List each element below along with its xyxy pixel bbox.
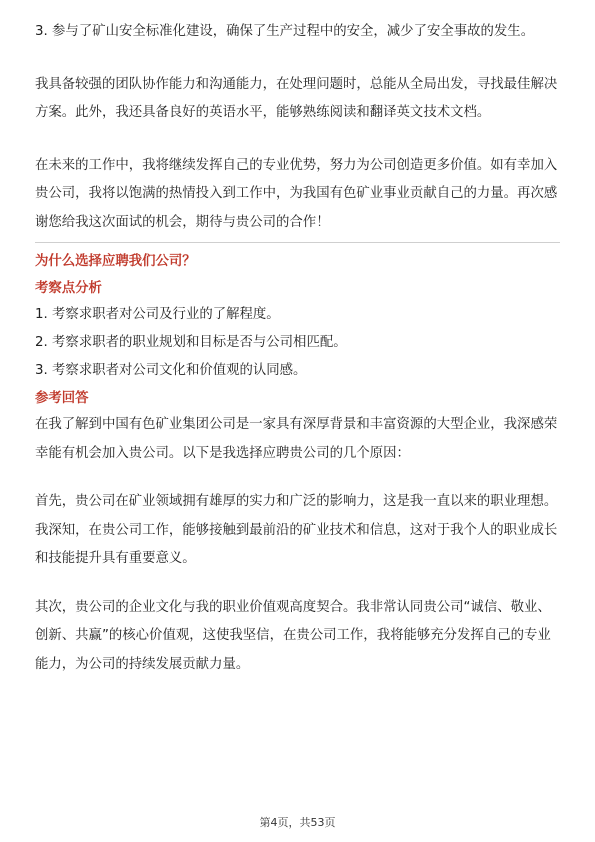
answer-heading: 参考回答 bbox=[35, 391, 89, 406]
closing-paragraph: 在未来的工作中，我将继续发挥自己的专业优势，努力为公司创造更多价值。如有幸加入贵公司，我将以饱满的热情投入到工作中，为我国有色矿业事业贡献自己的力量。再次感谢您给我这次面试的机会，期待与贵公司的合作！ bbox=[35, 157, 558, 230]
answer-paragraph-2: 首先，贵公司在矿业领域拥有雄厚的实力和广泛的影响力，这是我一直以来的职业理想。我深知，在贵公司工作，能够接触到最前沿的矿业技术和信息，这对于我个人的职业成长和技能提升具有重要意义。 bbox=[35, 494, 558, 566]
analysis-item-3: 3. 考察求职者对公司文化和价值观的认同感。 bbox=[35, 363, 307, 378]
page-number: 第4页，共53页 bbox=[259, 816, 336, 829]
section-divider bbox=[35, 242, 560, 243]
answer-paragraph-1: 在我了解到中国有色矿业集团公司是一家具有深厚背景和丰富资源的大型企业，我深感荣幸能有机会加入贵公司。以下是我选择应聘贵公司的几个原因： bbox=[35, 417, 558, 461]
analysis-item-1: 1. 考察求职者对公司及行业的了解程度。 bbox=[35, 307, 280, 322]
experience-item-3: 3. 参与了矿山安全标准化建设，确保了生产过程中的安全，减少了安全事故的发生。 bbox=[35, 24, 535, 39]
analysis-item-2: 2. 考察求职者的职业规划和目标是否与公司相匹配。 bbox=[35, 335, 347, 350]
analysis-heading: 考察点分析 bbox=[35, 281, 102, 296]
document-page bbox=[35, 18, 560, 679]
answer-paragraph-3: 其次，贵公司的企业文化与我的职业价值观高度契合。我非常认同贵公司“诚信、敬业、创新、共赢”的核心价值观，这使我坚信，在贵公司工作，我将能够充分发挥自己的专业能力，为公司的持续发展贡献力量。 bbox=[35, 599, 551, 672]
question-title: 为什么选择应聘我们公司？ bbox=[35, 254, 196, 269]
teamwork-paragraph: 我具备较强的团队协作能力和沟通能力，在处理问题时，总能从全局出发，寻找最佳解决方案。此外，我还具备良好的英语水平，能够熟练阅读和翻译英文技术文档。 bbox=[35, 76, 558, 120]
